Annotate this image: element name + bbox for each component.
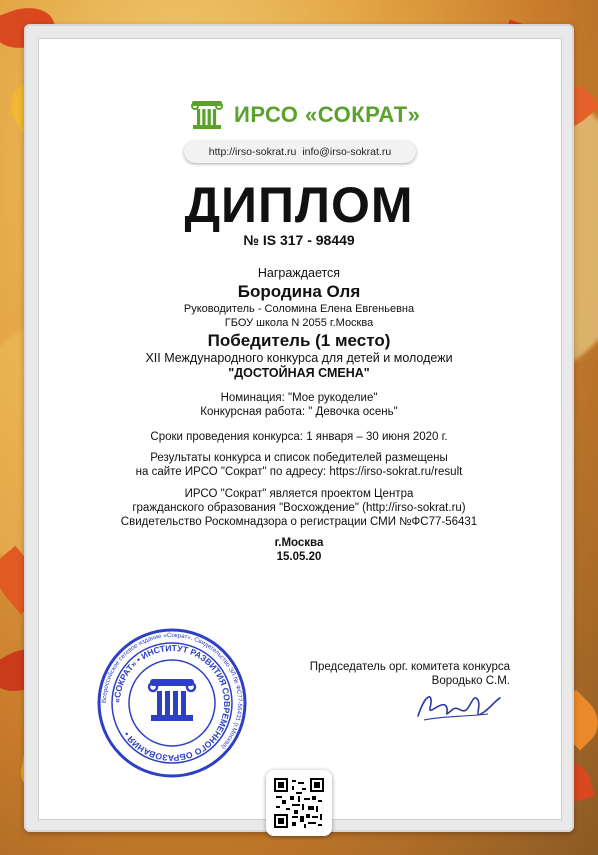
about-line-2: гражданского образования "Восхождение" (http://irso-sokrat.ru)	[132, 502, 466, 514]
diploma-number: № IS 317 - 98449	[243, 232, 355, 248]
logo	[190, 100, 420, 130]
qr-code[interactable]	[274, 778, 324, 828]
school-line: ГБОУ школа N 2055 г.Москва	[224, 317, 374, 329]
diploma-title: ДИПЛОМ	[184, 177, 414, 233]
results-line-1: Результаты конкурса и список победителей размещены	[150, 452, 448, 464]
column-logo-icon	[190, 100, 224, 130]
place-line: Победитель (1 место)	[207, 331, 391, 350]
city-line: г.Москва	[274, 537, 324, 549]
stamp-column-icon	[149, 679, 195, 721]
about-line-1: ИРСО "Сократ" является проектом Центра	[184, 488, 414, 500]
work-line: Конкурсная работа: " Девочка осень"	[200, 406, 398, 418]
contact-pill	[184, 141, 416, 163]
chair-title: Председатель орг. комитета конкурса	[309, 661, 510, 673]
stamp-outer-text: Всероссийское сетевое издание «Сократ». Свидетельство ЭЛ № ФС77-56431 (г.Москва)	[100, 631, 244, 751]
issue-date: 15.05.20	[276, 551, 322, 563]
recipient-name: Бородина Оля	[237, 282, 361, 301]
about-line-3: Свидетельство Роскомнадзора о регистрации СМИ №ФС77-56431	[120, 516, 478, 528]
dates-line: Сроки проведения конкурса: 1 января – 30 июня 2020 г.	[150, 431, 448, 443]
awarded-label: Награждается	[257, 266, 341, 280]
nomination-line: Номинация: "Мое рукоделие"	[220, 392, 378, 404]
contest-line: XII Международного конкурса для детей и молодежи	[145, 351, 453, 365]
site-link[interactable]: http://irso-sokrat.ru	[208, 146, 297, 158]
logo-text: ИРСО «СОКРАТ»	[234, 102, 421, 127]
leader-line: Руководитель - Соломина Елена Евгеньевна	[183, 303, 415, 315]
stamp-seal	[96, 627, 248, 779]
chair-name: Вородько С.М.	[431, 675, 510, 687]
chair-block	[290, 660, 510, 688]
signature	[412, 686, 502, 726]
stamp-inner-text: «СОКРАТ» • ИНСТИТУТ РАЗВИТИЯ СОВРЕМЕННОГО ОБРАЗОВАНИЯ •	[111, 642, 233, 764]
email-link[interactable]: info@irso-sokrat.ru	[302, 146, 392, 158]
results-line-2: на сайте ИРСО "Сократ" по адресу: https://irso-sokrat.ru/result	[135, 466, 463, 478]
contest-name: "ДОСТОЙНАЯ СМЕНА"	[228, 366, 370, 380]
